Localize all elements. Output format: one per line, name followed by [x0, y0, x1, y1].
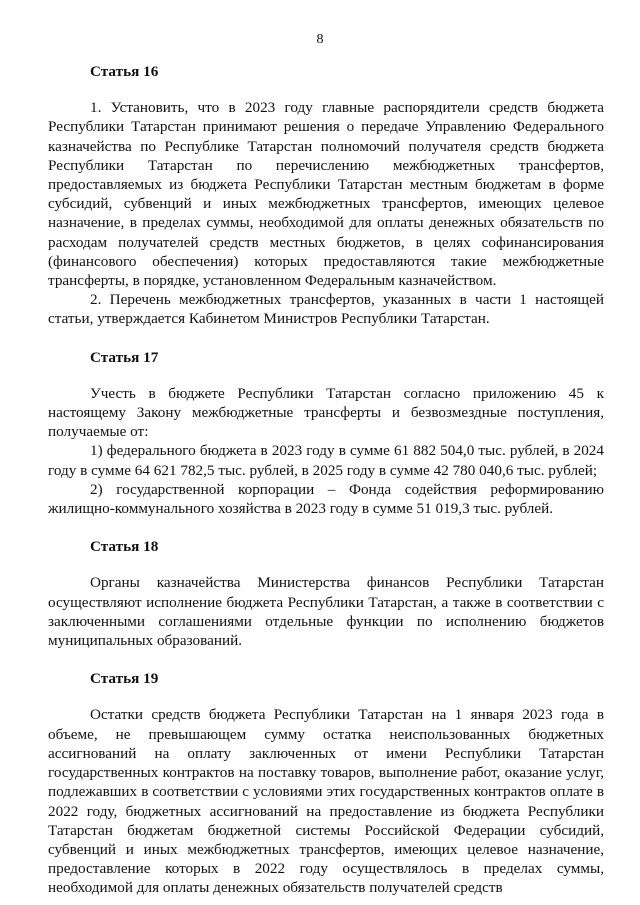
article-18-paragraph-1: Органы казначейства Министерства финансов Республики Татарстан осуществляют исполнение бюджета Республики Татарстан, а также в соответствии с заключенными соглашениями отдельные функции по исполнению бюджетов муниципальных образований. — [48, 574, 604, 650]
article-17-paragraph-1: Учесть в бюджете Республики Татарстан согласно приложению 45 к настоящему Закону межбюджетные трансферты и безвозмездные поступления, получаемые от: — [48, 384, 604, 441]
article-17-item-2: 2) государственной корпорации – Фонда содействия реформированию жилищно-коммунального хозяйства в 2023 году в сумме 51 019,3 тыс. рублей. — [48, 480, 604, 518]
article-16-heading: Статья 16 — [90, 63, 159, 80]
article-18-heading: Статья 18 — [90, 538, 159, 556]
article-17-item-1: 1) федерального бюджета в 2023 году в сумме 61 882 504,0 тыс. рублей, в 2024 году в сумме 64 621 782,5 тыс. рублей, в 2025 году в сумме 42 780 040,6 тыс. рублей; — [48, 442, 604, 479]
article-19-heading: Статья 19 — [90, 670, 159, 688]
article-16-paragraph-2: 2. Перечень межбюджетных трансфертов, указанных в части 1 настоящей статьи, утверждается Кабинетом Министров Республики Татарстан. — [48, 291, 604, 328]
page-number: 8 — [316, 32, 324, 47]
document-body — [48, 62, 604, 898]
article-16-paragraph-1: 1. Установить, что в 2023 году главные распорядители средств бюджета Республики Татарстан принимают решения о передаче Управлению Федерального казначейства по Республике Татарстан полномочий получателя средств бюджета Республики Татарстан по перечислению межбюджетных трансфертов, предоставляемых из бюджета Республики Татарстан местным бюджетам в форме субсидий, субвенций и иных межбюджетных трансфертов, имеющих целевое назначение, в пределах суммы, необходимой для оплаты денежных обязательств по расходам получателей средств местных бюджетов, в целях софинансирования (финансового обеспечения) которых предоставляются такие межбюджетные трансферты, в порядке, установленном Федеральным казначейством. — [48, 99, 604, 290]
article-19-paragraph-1: Остатки средств бюджета Республики Татарстан на 1 января 2023 года в объеме, не превышающем сумму остатка неиспользованных бюджетных ассигнований на оплату заключенных от имени Республики Татарстан государственных контрактов на поставку товаров, выполнение работ, оказание услуг, подлежавших в соответствии с условиями этих государственных контрактов оплате в 2022 году, бюджетных ассигнований на предоставление из бюджета Республики Татарстан бюджетам бюджетной системы Российской Федерации субсидий, субвенций и иных межбюджетных трансфертов, имеющих целевое назначение, предоставление которых в 2022 году осуществлялось в пределах суммы, необходимой для оплаты денежных обязательств получателей средств — [48, 706, 604, 897]
article-17-heading: Статья 17 — [90, 348, 159, 366]
